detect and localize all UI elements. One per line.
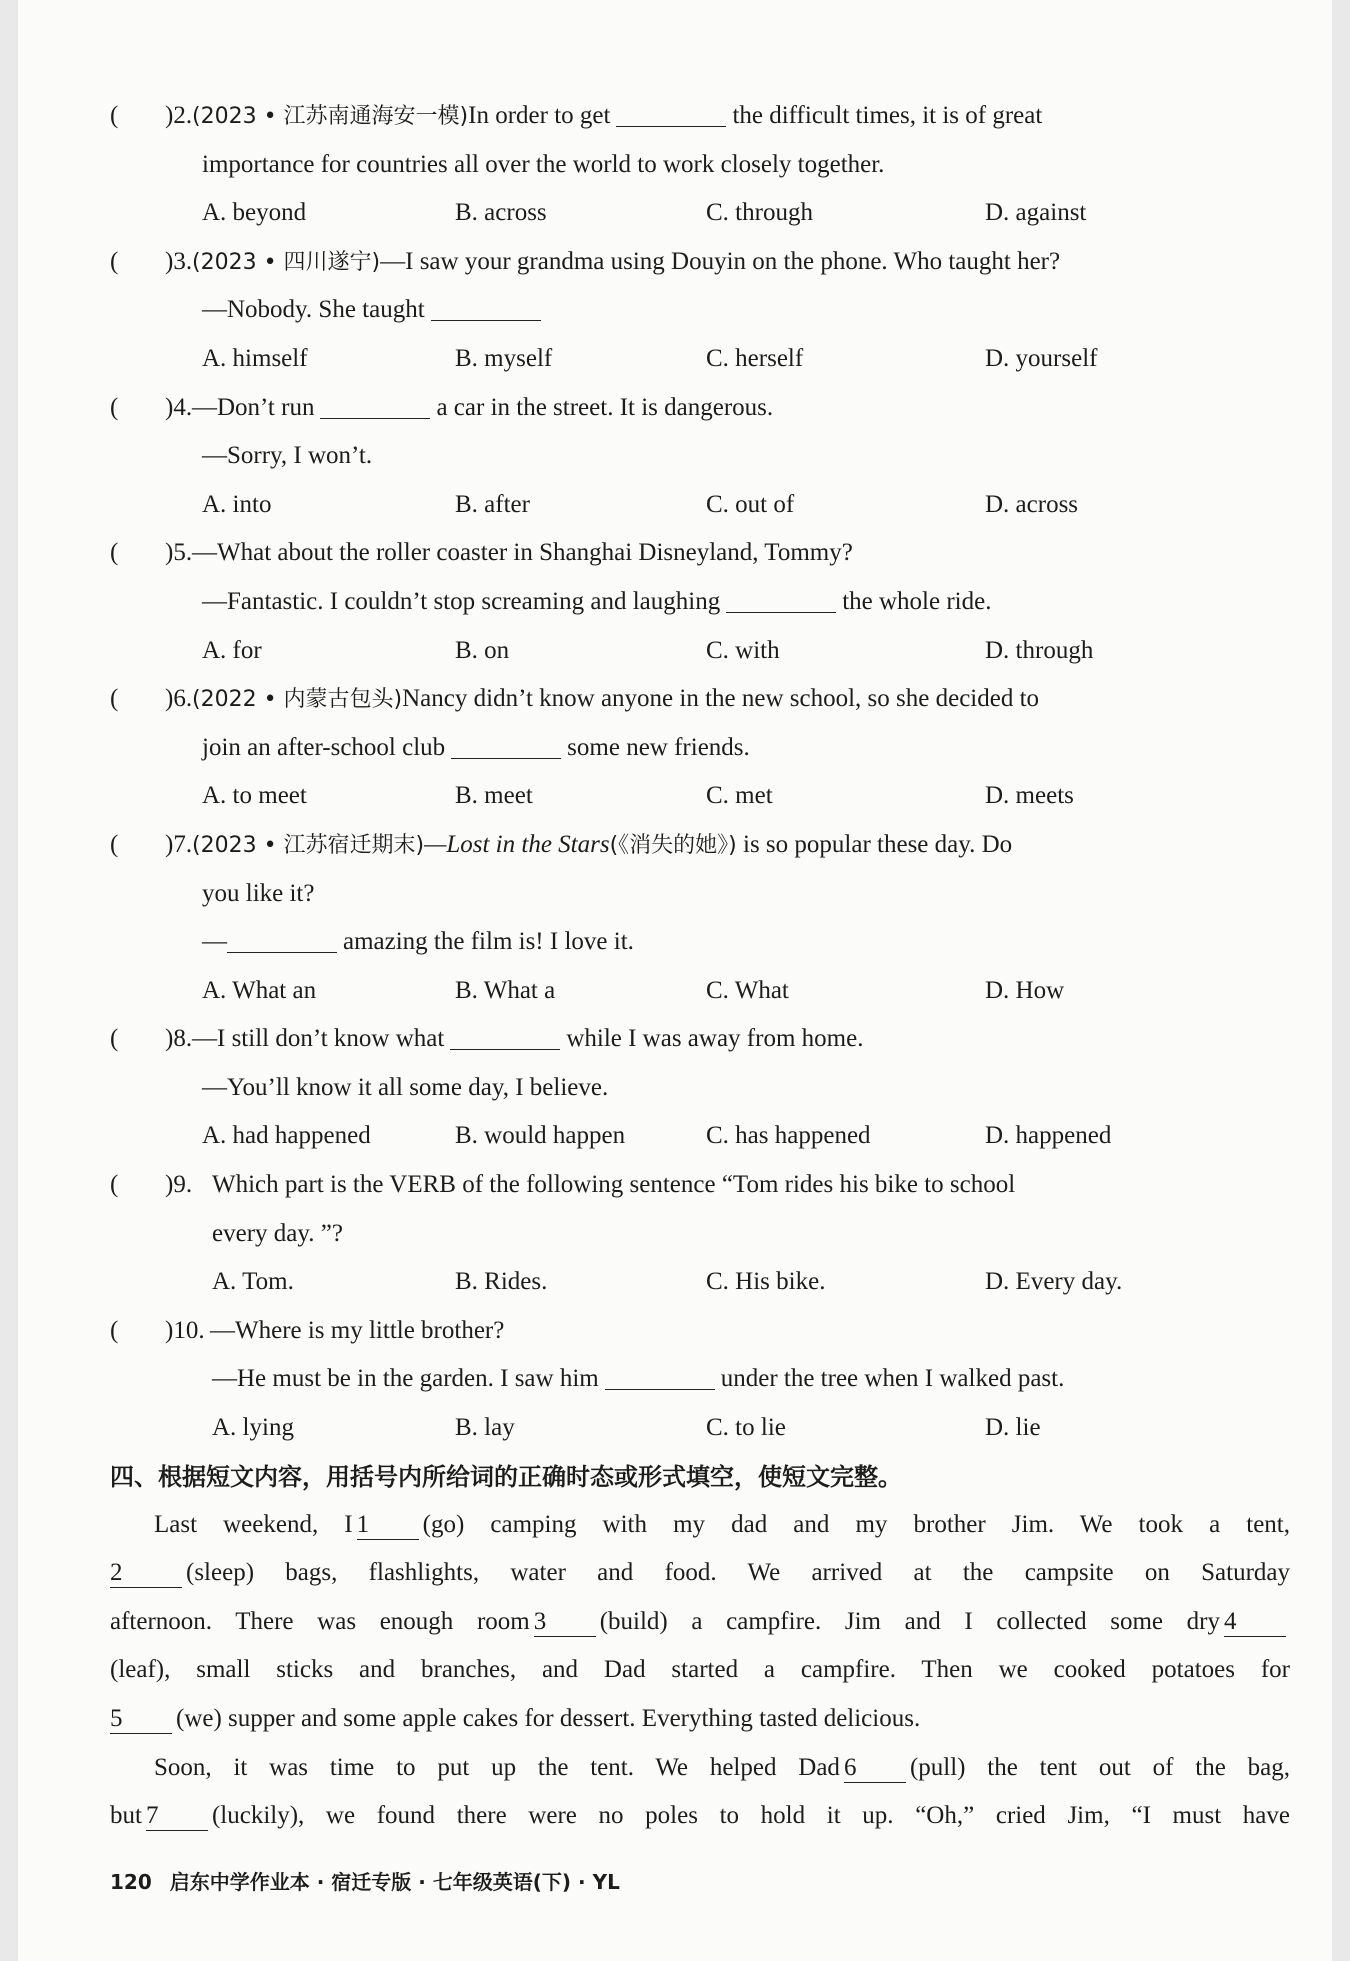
option-b[interactable]: B. What a bbox=[455, 976, 556, 1004]
passage-line: (leaf), small sticks and branches, and Dad started a campfire. Then we cooked potatoes for bbox=[110, 1656, 1290, 1684]
fill-blank-4[interactable]: 4 bbox=[1224, 1608, 1286, 1637]
option-c[interactable]: C. through bbox=[706, 199, 813, 227]
passage-line: Soon, it was time to put up the tent. We helped Dad 6 (pull) the tent out of the bag, bbox=[154, 1753, 1291, 1781]
options bbox=[110, 627, 1290, 676]
question-4: ( )4. —Don’t run a car in the street. It is dangerous. bbox=[110, 393, 774, 421]
passage-line: but 7 (luckily), we found there were no poles to hold it up. “Oh,” cried Jim, “I must have bbox=[110, 1802, 1290, 1830]
options bbox=[110, 189, 1290, 238]
option-c[interactable]: C. out of bbox=[706, 490, 795, 518]
answer-blank[interactable] bbox=[450, 1023, 560, 1050]
book-title: 启东中学作业本 · 宿迁专版 · 七年级英语(下) · YL bbox=[169, 1870, 620, 1894]
option-b[interactable]: B. across bbox=[455, 199, 547, 227]
option-d[interactable]: D. happened bbox=[985, 1122, 1112, 1150]
option-b[interactable]: B. on bbox=[455, 636, 510, 664]
options bbox=[110, 1112, 1290, 1161]
option-c[interactable]: C. herself bbox=[706, 344, 804, 372]
question-7: ( )7. (2023 • 江苏宿迁期末)—Lost in the Stars(《消失的她》) is so popular these day. Do bbox=[110, 830, 1013, 858]
option-b[interactable]: B. would happen bbox=[455, 1122, 626, 1150]
option-c[interactable]: C. met bbox=[706, 782, 773, 810]
answer-blank[interactable] bbox=[431, 294, 541, 321]
option-c[interactable]: C. to lie bbox=[706, 1414, 786, 1442]
option-a[interactable]: A. Tom. bbox=[212, 1268, 294, 1296]
option-a[interactable]: A. beyond bbox=[202, 199, 307, 227]
options bbox=[110, 1258, 1290, 1307]
question-list: ( )2. (2023 • 江苏南通海安一模)In order to get the difficult times, it is of great importance for countries all over the world to work closely together. A. beyond B. across C. through D. against ( )3. (2023 • 四川遂宁)—I saw your grandma using Douyin on the phone. Who taught her? —Nobody. She taught A. himself B. myself C. herself D. yourself ( )4. —Don’t run a car in the street. It is dangerous. —Sorry, I won’t. A. into B. after C. out of D. across ( )5. —What about the roller coaster in Shanghai Disneyland, Tommy? —Fantastic. I couldn’t stop screaming and laughing the whole ride. A. for B. on C. with D. through ( )6. (2022 • 内蒙古包头)Nancy didn’t know anyone in the new school, so she decided to join an after-school club some new friends. A. to meet B. meet C. met D. meets ( )7. (2023 • 江苏宿迁期末)—Lost in the Stars(《消失的她》) is so popular these day. Do you like it? — amazing the film is! I love it. A. What an B. What a C. What D. How ( )8. —I still don’t know what while I was away from home. —You’ll know it all some day, I believe. A. had happened B. would happen C. has happened D. happened ( )9. Which part is the VERB of the following sentence “Tom rides his bike to school every day. ”? A. Tom. B. Rides. C. His bike. D. Every day. ( )10. —Where is my little brother? —He must be in the garden. I saw him under the tree when I walked past. A. lying B. lay C. to lie D. lie 四、根据短文内容，用括号内所给词的正确时态或形式填空，使短文完整。 Last weekend, I 1 (go) camping with my dad and my brother Jim. We took a tent, 2 (sleep) bags, flashlights, water and food. We arrived at the campsite on Saturday afternoon. There was enough room 3 (build) a campfire. Jim and I collected some dry 4 (leaf), small sticks and branches, and Dad started a campfire. Then we cooked potatoes for 5 (we) supper and some apple cakes for dessert. Everything tasted delicious. Soon, it was time to put up the tent. We helped Dad 6 (pull) the tent out of the bag, but 7 (luckily), we found there were no poles to hold it up. “Oh,” cried Jim, “I must have bbox=[110, 92, 1290, 1841]
option-d[interactable]: D. through bbox=[985, 636, 1094, 664]
options bbox=[110, 335, 1290, 384]
question-source: (2023 • 江苏南通海安一模) bbox=[192, 104, 469, 129]
option-d[interactable]: D. lie bbox=[985, 1414, 1041, 1442]
answer-blank[interactable] bbox=[227, 926, 337, 953]
options bbox=[110, 1404, 1290, 1453]
fill-blank-3[interactable]: 3 bbox=[534, 1608, 596, 1637]
option-c[interactable]: C. has happened bbox=[706, 1122, 871, 1150]
section-four-title: 四、根据短文内容，用括号内所给词的正确时态或形式填空，使短文完整。 bbox=[110, 1462, 902, 1491]
worksheet-page bbox=[18, 0, 1332, 1961]
question-3: ( )3. (2023 • 四川遂宁)—I saw your grandma using Douyin on the phone. Who taught her? bbox=[110, 247, 1061, 275]
film-title: —Lost in the Stars bbox=[424, 830, 610, 858]
option-a[interactable]: A. lying bbox=[212, 1414, 294, 1442]
question-9: ( )9. Which part is the VERB of the following sentence “Tom rides his bike to school bbox=[110, 1171, 1016, 1199]
page-footer bbox=[110, 1866, 620, 1895]
question-10: ( )10. —Where is my little brother? bbox=[110, 1316, 505, 1344]
question-5: ( )5. —What about the roller coaster in Shanghai Disneyland, Tommy? bbox=[110, 539, 853, 567]
question-source: (2022 • 内蒙古包头) bbox=[192, 687, 403, 713]
answer-blank[interactable] bbox=[726, 586, 836, 613]
passage-line: afternoon. There was enough room 3 (build) a campfire. Jim and I collected some dry 4 bbox=[110, 1598, 1290, 1647]
option-b[interactable]: B. Rides. bbox=[455, 1268, 548, 1296]
option-b[interactable]: B. meet bbox=[455, 782, 533, 810]
question-source: (2023 • 四川遂宁) bbox=[192, 249, 381, 275]
option-b[interactable]: B. after bbox=[455, 490, 530, 518]
fill-blank-7[interactable]: 7 bbox=[146, 1802, 208, 1831]
passage-line: Last weekend, I 1 (go) camping with my dad and my brother Jim. We took a tent, bbox=[154, 1510, 1290, 1538]
option-a[interactable]: A. What an bbox=[202, 976, 317, 1004]
option-a[interactable]: A. had happened bbox=[202, 1122, 371, 1150]
option-d[interactable]: D. How bbox=[985, 976, 1065, 1004]
option-c[interactable]: C. His bike. bbox=[706, 1268, 826, 1296]
option-d[interactable]: D. against bbox=[985, 199, 1087, 227]
page-number: 120 bbox=[110, 1870, 152, 1894]
option-c[interactable]: C. What bbox=[706, 976, 789, 1004]
option-d[interactable]: D. yourself bbox=[985, 344, 1098, 372]
answer-blank[interactable] bbox=[451, 732, 561, 759]
option-b[interactable]: B. myself bbox=[455, 344, 553, 372]
question-8: ( )8. —I still don’t know what while I was away from home. bbox=[110, 1025, 864, 1053]
fill-blank-1[interactable]: 1 bbox=[357, 1511, 419, 1540]
answer-blank[interactable] bbox=[320, 392, 430, 419]
option-a[interactable]: A. for bbox=[202, 636, 262, 664]
answer-blank[interactable] bbox=[605, 1363, 715, 1390]
fill-blank-2[interactable]: 2 bbox=[110, 1559, 182, 1588]
option-d[interactable]: D. Every day. bbox=[985, 1268, 1123, 1296]
question-source: (2023 • 江苏宿迁期末) bbox=[192, 832, 425, 858]
passage-line: 2 (sleep) bags, flashlights, water and food. We arrived at the campsite on Saturday bbox=[110, 1559, 1290, 1587]
passage-line: 5 (we) supper and some apple cakes for dessert. Everything tasted delicious. bbox=[110, 1705, 921, 1732]
options bbox=[110, 481, 1290, 530]
options bbox=[110, 967, 1290, 1016]
option-a[interactable]: A. himself bbox=[202, 344, 308, 372]
fill-blank-5[interactable]: 5 bbox=[110, 1705, 172, 1734]
option-d[interactable]: D. meets bbox=[985, 782, 1074, 810]
option-a[interactable]: A. to meet bbox=[202, 782, 307, 810]
question-6: ( )6. (2022 • 内蒙古包头)Nancy didn’t know anyone in the new school, so she decided to bbox=[110, 685, 1040, 713]
options bbox=[110, 772, 1290, 821]
option-b[interactable]: B. lay bbox=[455, 1414, 515, 1442]
option-d[interactable]: D. across bbox=[985, 490, 1079, 518]
question-2: ( )2. (2023 • 江苏南通海安一模)In order to get the difficult times, it is of great bbox=[110, 102, 1043, 129]
option-c[interactable]: C. with bbox=[706, 636, 780, 664]
fill-blank-6[interactable]: 6 bbox=[844, 1754, 906, 1783]
option-a[interactable]: A. into bbox=[202, 490, 272, 518]
answer-blank[interactable] bbox=[616, 100, 726, 127]
